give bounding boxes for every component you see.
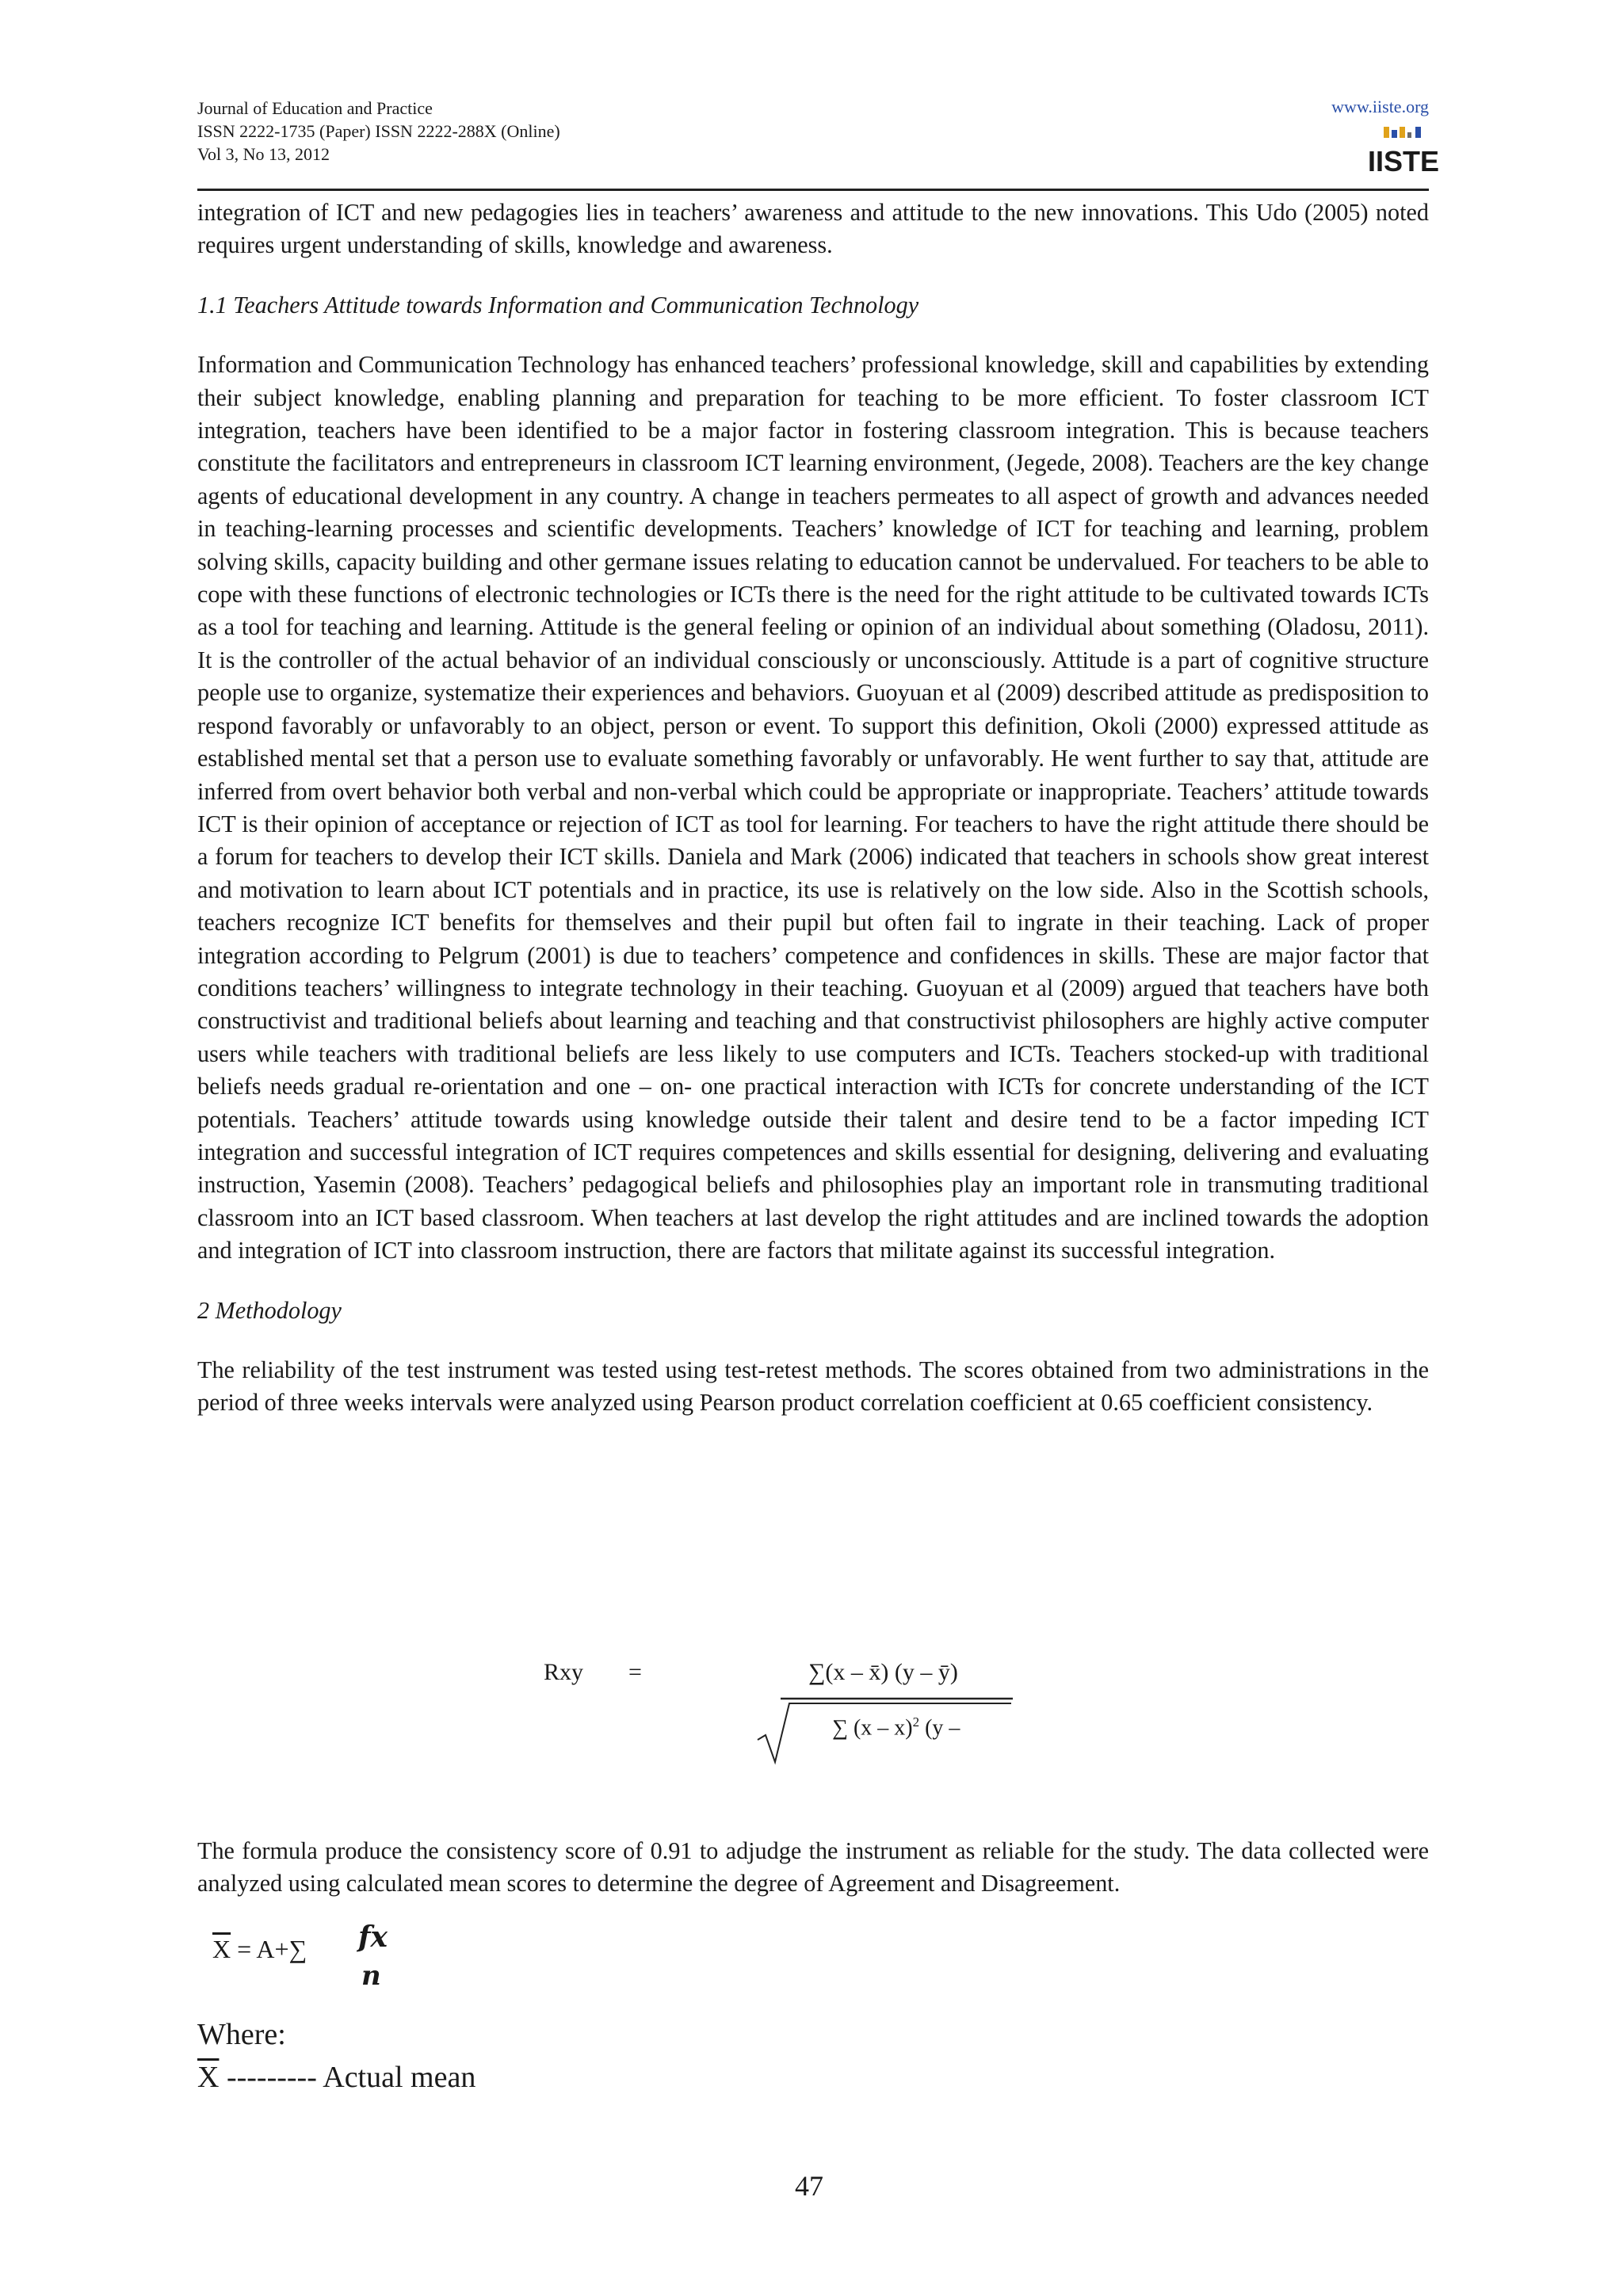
formula-lhs: Rxy (544, 1659, 584, 1685)
mean-formula (212, 1935, 307, 1964)
after-formula-text (197, 1835, 1429, 1901)
where-label: Where: (197, 2018, 286, 2051)
where-definition (197, 2060, 475, 2095)
denominator-part-a: ∑ (x – x) (832, 1715, 913, 1741)
formula-numerator: ∑(x – x̄) (y – ȳ) (808, 1659, 958, 1685)
journal-url-link[interactable]: www.iiste.org (1331, 97, 1429, 116)
iiste-logo-icon (1367, 125, 1440, 177)
header-rule (197, 189, 1429, 191)
after-formula-paragraph: The formula produce the consistency score of 0.91 to adjudge the instrument as reliable for the study. The data collected were analyzed using calculated mean scores to determine the degree of Agreement and Disagreement. (197, 1837, 1429, 1897)
where-xbar: $\overline{X}$ (197, 2061, 220, 2094)
section-heading-2: 2 Methodology (197, 1296, 342, 1324)
formula-denominator (832, 1714, 960, 1741)
methodology-paragraph: The reliability of the test instrument was tested using test-retest methods. The scores obtained from two administrations in the period of three weeks intervals were analyzed using Pearson product correlation coefficient at 0.65 coefficient consistency. (197, 1356, 1429, 1417)
section-1-1-paragraph: Information and Communication Technology has enhanced teachers’ professional knowledge, skill and capabilities by extending their subject knowledge, enabling planning and preparation for teaching to be more efficient. To foster classroom ICT integration, teachers have been identified to be a major factor in fostering classroom integration. This is because teachers constitute the facilitators and entrepreneurs in classroom ICT learning environment, (Jegede, 2008). Teachers are the key change agents of educational development in any country. A change in teachers permeates to all aspect of growth and advances needed in teaching-learning processes and scientific developments. Teachers’ knowledge of ICT for teaching and learning, problem solving skills, capacity building and other germane issues relating to education cannot be undervalued. For teachers to be able to cope with these functions of electronic technologies or ICTs there is the need for the right attitude to be cultivated towards ICTs as a tool for teaching and learning. Attitude is the general feeling or opinion of an individual about something (Oladosu, 2011). It is the controller of the actual behavior of an individual consciously or unconsciously. Attitude is a part of cognitive structure people use to organize, systematize their experiences and behaviors. Guoyuan et al (2009) described attitude as predisposition to respond favorably or unfavorably to an object, person or event. To support this definition, Okoli (2000) expressed attitude as established mental set that a person use to evaluate something favorably or unfavorably. He went further to say that, attitude are inferred from overt behavior both verbal and non-verbal which could be appropriate or inappropriate. Teachers’ attitude towards ICT is their opinion of acceptance or rejection of ICT as tool for learning. For teachers to have the right attitude there should be a forum for teachers to develop their ICT skills. Daniela and Mark (2006) indicated that teachers in schools show great interest and motivation to learn about ICT potentials and in practice, its use is relatively on the low side. Also in the Scottish schools, teachers recognize ICT benefits for themselves and their pupil but often fail to ingrate in their teaching. Lack of proper integration according to Pelgrum (2001) is due to teachers’ competence and confidences in skills. These are major factor that conditions teachers’ willingness to integrate technology in their teaching. Guoyuan et al (2009) argued that teachers have both constructivist and traditional beliefs about learning and teaching and that constructivist philosophers are highly active computer users while teachers with traditional beliefs are less likely to use computers and ICTs. Teachers stocked-up with traditional beliefs needs gradual re-orientation and one – on- one practical interaction with ICTs for concrete understanding of the ICT potentials. Teachers’ attitude towards using knowledge outside their talent and desire tend to be a factor impeding ICT integration and successful integration of ICT requires competences and skills essential for designing, delivering and evaluating instruction, Yasemin (2008). Teachers’ pedagogical beliefs and philosophies play an important role in transmuting traditional classroom into an ICT based classroom. When teachers at last develop the right attitudes and are inclined towards the adoption and integration of ICT into classroom instruction, there are factors that militate against its successful integration. (197, 351, 1429, 1264)
mean-n: n (361, 1960, 381, 1992)
denominator-exponent: 2 (912, 1714, 920, 1730)
journal-volume: Vol 3, No 13, 2012 (197, 144, 330, 164)
denominator-part-b: (y – (919, 1715, 960, 1741)
journal-name: Journal of Education and Practice (197, 98, 433, 118)
mean-fx: fx (358, 1920, 388, 1954)
section-heading-1-1: 1.1 Teachers Attitude towards Information and Communication Technology (197, 291, 919, 318)
page-number: 47 (795, 2170, 823, 2202)
mean-xbar: $\overline{X}$ (212, 1935, 231, 1963)
logo-wordmark: IISTE (1367, 145, 1440, 177)
journal-header (197, 97, 560, 166)
where-text: --------- Actual mean (219, 2061, 476, 2094)
main-text (197, 196, 1429, 1420)
formula-equals: = (628, 1659, 642, 1685)
journal-issn: ISSN 2222-1735 (Paper) ISSN 2222-288X (Online) (197, 121, 560, 141)
intro-paragraph: integration of ICT and new pedagogies lies in teachers’ awareness and attitude to the new innovations. This Udo (2005) noted requires urgent understanding of skills, knowledge and awareness. (197, 199, 1429, 259)
mean-rhs: = A+∑ (231, 1935, 307, 1963)
